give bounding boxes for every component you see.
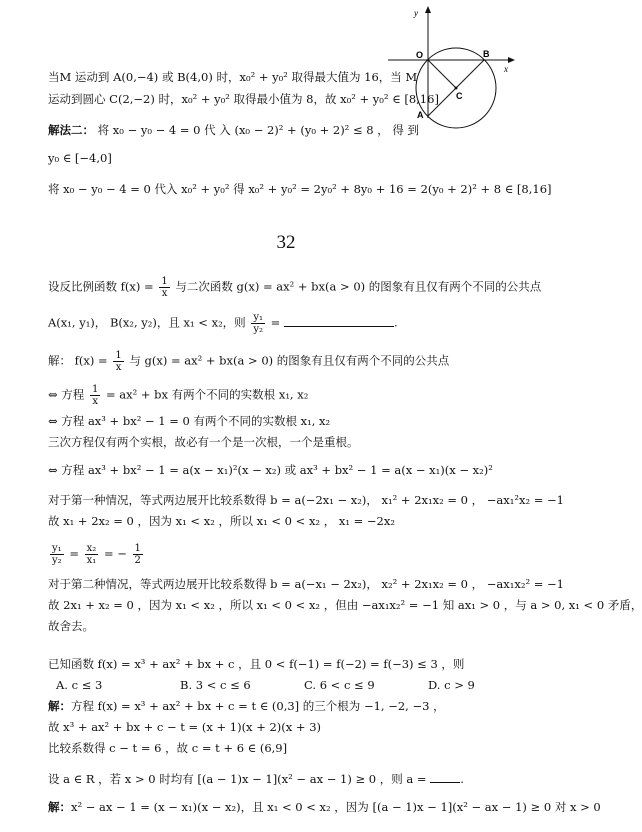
- page-number: 32: [276, 232, 296, 253]
- label-y: y: [414, 8, 418, 18]
- fraction-1-over-x: $\frac{1}{x}$: [161, 276, 168, 299]
- x-axis-arrow: [508, 57, 515, 63]
- p32-solution-line-1: 解： f(x) = $\frac{1}{x}$ 与 g(x) = ax² + bx(a > 0) 的图象有且仅有两个不同的公共点: [48, 350, 450, 373]
- p33-solution-line-3: 比较系数得 c − t = 6 ，故 c = t + 6 ∈ (6,9]: [48, 741, 288, 755]
- p32-solution-line-9: 对于第二种情况，等式两边展开比较系数得 b = a(−x₁ − 2x₂)， x₂² + 2x₁x₂ = 0 ， −ax₁x₂² = −1: [48, 577, 564, 591]
- p32-question-line-2: A(x₁, y₁)， B(x₂, y₂)，且 x₁ < x₂，则 $\frac{\text{y₁}}{\text{y₂}}$ = .: [48, 312, 398, 335]
- sol2-line-1: [48, 122, 419, 138]
- p32-solution-line-2: ⇔ 方程 $\frac{1}{x}$ = ax² + bx 有两个不同的实数根 x₁, x₂: [48, 384, 309, 407]
- p32-solution-line-7: 故 x₁ + 2x₂ = 0 ，因为 x₁ < x₂ ，所以 x₁ < 0 < x₂ ， x₁ = −2x₂: [48, 514, 395, 528]
- segment-oc: [428, 60, 456, 88]
- p32-question-line-1: 设反比例函数 f(x) = $\frac{1}{x}$ 与二次函数 g(x) = ax² + bx(a > 0) 的图象有且仅有两个不同的公共点: [48, 276, 542, 299]
- p32-solution-line-6: 对于第一种情况，等式两边展开比较系数得 b = a(−2x₁ − x₂)， x₁² + 2x₁x₂ = 0 ， −ax₁²x₂ = −1: [48, 493, 564, 507]
- sol1-line-2: 运动到圆心 C(2,−2) 时，x₀² + y₀² 取得最小值为 8，故 x₀² + y₀² ∈ [8,16]: [48, 92, 439, 106]
- p32-solution-line-11: 故舍去。: [48, 619, 94, 633]
- p32-solution-line-10: 故 2x₁ + x₂ = 0 ，因为 x₁ < x₂ ，所以 x₁ < 0 < x₂ ，但由 −ax₁x₂² = −1 知 ax₁ > 0 ，与 a > 0, x₁ < 0 矛盾，: [48, 598, 642, 612]
- p33-solution-line-1: 解：方程 f(x) = x³ + ax² + bx + c = t ∈ (0,3] 的三个根为 −1, −2, −3 ，: [48, 699, 445, 713]
- choice-c: C. 6 < c ≤ 9: [304, 678, 375, 692]
- sol2-line-2: y₀ ∈ [−4,0]: [48, 151, 112, 165]
- p33-choices: [56, 677, 552, 693]
- label-o: O: [416, 50, 424, 60]
- p34-solution-line-1: 解：x² − ax − 1 = (x − x₁)(x − x₂)，且 x₁ < 0 < x₂ ，因为 [(a − 1)x − 1](x² − ax − 1) ≥ 0 对 x > 0: [48, 800, 601, 814]
- choice-b: B. 3 < c ≤ 6: [180, 678, 251, 692]
- choice-a: A. c ≤ 3: [56, 678, 103, 692]
- label-c: C: [456, 91, 463, 101]
- point-c: [455, 87, 458, 90]
- p32-solution-line-8: $\frac{\text{y₁}}{\text{y₂}}$ = $\frac{\text{x₂}}{\text{x₁}}$ = − $\frac{1}{2}$: [52, 543, 141, 566]
- p34-question: 设 a ∈ R ，若 x > 0 时均有 [(a − 1)x − 1](x² − ax − 1) ≥ 0 ，则 a = .: [48, 772, 464, 786]
- p32-solution-line-3: ⇔ 方程 ax³ + bx² − 1 = 0 有两个不同的实数根 x₁, x₂: [48, 414, 331, 428]
- sol2-line-3: 将 x₀ − y₀ − 4 = 0 代入 x₀² + y₀² 得 x₀² + y₀² = 2y₀² + 8y₀ + 16 = 2(y₀ + 2)² + 8 ∈ [8,16]: [48, 182, 552, 196]
- sol2-text-1: 将 x₀ − y₀ − 4 = 0 代 入 (x₀ − 2)² + (y₀ + 2)² ≤ 8 ， 得 到: [97, 123, 420, 137]
- y-axis-arrow: [425, 6, 431, 13]
- sol2-label: 解法二：: [48, 123, 94, 137]
- label-b: B: [483, 49, 490, 59]
- p32-solution-line-5: ⇔ 方程 ax³ + bx² − 1 = a(x − x₁)²(x − x₂) 或 ax³ + bx² − 1 = a(x − x₁)(x − x₂)²: [48, 463, 493, 477]
- p33-solution-line-2: 故 x³ + ax² + bx + c − t = (x + 1)(x + 2)(x + 3): [48, 720, 322, 734]
- sol1-line-1: 当M 运动到 A(0,−4) 或 B(4,0) 时，x₀² + y₀² 取得最大值为 16，当 M: [48, 70, 418, 84]
- answer-blank: [284, 316, 394, 327]
- label-a: A: [417, 110, 424, 120]
- label-x: x: [504, 64, 508, 74]
- fraction-y1-over-y2: $\frac{\text{y₁}}{\text{y₂}}$: [253, 312, 264, 335]
- p34-answer-blank: [430, 772, 460, 783]
- p32-solution-line-4: 三次方程仅有两个实根，故必有一个是一次根，一个是重根。: [48, 435, 359, 449]
- p33-question: 已知函数 f(x) = x³ + ax² + bx + c ，且 0 < f(−1) = f(−2) = f(−3) ≤ 3 ，则: [48, 657, 465, 671]
- choice-d: D. c > 9: [428, 678, 475, 692]
